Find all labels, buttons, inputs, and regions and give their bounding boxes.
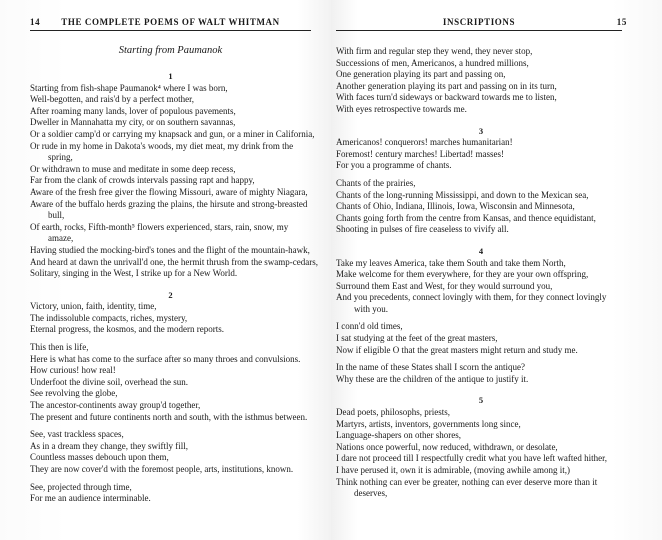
section-number: 3	[478, 125, 484, 136]
verse-line: Dead poets, philosophs, priests,	[336, 407, 450, 418]
verse-line: One generation playing its part and passing on,	[336, 69, 506, 80]
verse-line: Why these are the children of the antique to justify it.	[336, 373, 529, 384]
verse-line: Aware of the buffalo herds grazing the plains, the hirsute and strong-breasted	[30, 198, 308, 209]
page-number: 15	[616, 17, 627, 27]
verse-line: See, projected through time,	[30, 481, 132, 492]
verse-line: Of earth, rocks, Fifth-month⁵ flowers experienced, stars, rain, snow, my	[30, 221, 289, 232]
poem-title: Starting from Paumanok	[118, 45, 223, 56]
running-header	[336, 17, 627, 31]
verse-line: And heard at dawn the unrivall'd one, the hermit thrush from the swamp-cedars,	[30, 256, 319, 267]
verse-line: Chants of the long-running Mississippi, and down to the Mexican sea,	[336, 189, 589, 200]
verse-line: With eyes retrospective towards me.	[336, 103, 467, 114]
right-page	[331, 0, 662, 540]
verse-line: Well-begotten, and rais'd by a perfect mother,	[30, 94, 194, 105]
verse-line: See revolving the globe,	[30, 388, 118, 399]
verse-line: Here is what has come to the surface after so many throes and convulsions.	[30, 353, 301, 364]
stanza	[30, 429, 311, 475]
verse-line: Or rude in my home in Dakota's woods, my diet meat, my drink from the	[30, 140, 294, 151]
verse-line: The present and future continents north and south, with the isthmus between.	[30, 411, 308, 422]
stanza	[336, 178, 626, 236]
stanza	[336, 46, 626, 116]
verse-line: Another generation playing its part and passing on in its turn,	[336, 80, 557, 91]
section-number: 2	[168, 289, 173, 300]
verse-line: Having studied the mocking-bird's tones and the flight of the mountain-hawk,	[30, 244, 310, 255]
verse-line: Starting from fish-shape Paumanok⁴ where I was born,	[30, 82, 228, 93]
verse-line: Chants of Ohio, Indiana, Illinois, Iowa, Wisconsin and Minnesota,	[336, 201, 575, 212]
verse-line: With firm and regular step they wend, they never stop,	[336, 46, 533, 56]
verse-line: Far from the clank of crowds intervals passing rapt and happy,	[30, 175, 255, 186]
verse-line: As in a dream they change, they swiftly fill,	[30, 440, 188, 451]
verse-line: Underfoot the divine soil, overhead the sun.	[30, 376, 188, 387]
stanza	[30, 301, 311, 336]
page-number: 14	[30, 17, 41, 27]
poem-section	[30, 290, 311, 505]
verse-line: With faces turn'd sideways or backward towards me to listen,	[336, 92, 557, 103]
verse-line-continuation: amaze,	[48, 233, 74, 244]
verse-line: Now if eligible O that the great masters might return and study me.	[336, 344, 578, 355]
verse-line-continuation: spring,	[48, 152, 73, 163]
poem-body	[30, 71, 319, 505]
verse-line: Foremost! century marches! Libertad! masses!	[336, 148, 504, 159]
verse-line: Chants of the prairies,	[336, 177, 416, 188]
section-number: 1	[168, 71, 173, 81]
stanza	[336, 258, 626, 316]
verse-line: Surround them East and West, for they would surround you,	[336, 280, 553, 291]
verse-line: I dare not proceed till I respectfully credit what you have left wafted hither,	[336, 453, 608, 464]
verse-line-continuation: deserves,	[354, 488, 388, 499]
verse-line: This then is life,	[30, 342, 89, 353]
poem-section	[336, 126, 626, 236]
verse-line: For me an audience interminable.	[30, 493, 151, 504]
poem-section	[336, 246, 626, 386]
poem-body	[336, 46, 626, 500]
verse-line: I conn'd old times,	[336, 321, 403, 332]
verse-line: I have perused it, own it is admirable, (moving awhile among it,)	[336, 465, 570, 475]
verse-line: Take my leaves America, take them South and take them North,	[336, 257, 566, 268]
stanza	[336, 137, 626, 172]
verse-line: Make welcome for them everywhere, for they are your own offspring,	[336, 269, 589, 280]
verse-line: See, vast trackless spaces,	[30, 429, 124, 440]
poem-section	[336, 46, 626, 116]
verse-line: Chants going forth from the centre from Kansas, and thence equidistant,	[336, 212, 596, 223]
verse-line: Aware of the fresh free giver the flowing Missouri, aware of mighty Niagara,	[30, 186, 308, 197]
stanza	[30, 82, 319, 280]
verse-line: Language-shapers on other shores,	[336, 430, 461, 441]
verse-line-continuation: with you.	[354, 303, 389, 314]
verse-line: The ancestor-continents away group'd together,	[30, 400, 201, 411]
verse-line: Successions of men, Americanos, a hundred millions,	[336, 57, 529, 68]
verse-line: Victory, union, faith, identity, time,	[30, 301, 157, 312]
stanza	[30, 482, 311, 505]
verse-line: I sat studying at the feet of the great masters,	[336, 333, 498, 344]
section-number: 4	[478, 245, 484, 256]
verse-line: The indissoluble compacts, riches, mystery,	[30, 312, 188, 323]
verse-line: Countless masses debouch upon them,	[30, 452, 169, 463]
poem-section	[336, 395, 626, 499]
verse-line: How curious! how real!	[30, 365, 116, 376]
stanza	[336, 321, 626, 356]
verse-line: Martyrs, artists, inventors, governments long since,	[336, 418, 521, 429]
verse-line: Americanos! conquerors! marches humanitarian!	[336, 137, 513, 148]
stanza	[336, 362, 626, 385]
running-header	[30, 17, 311, 31]
verse-line: And you precedents, connect lovingly with them, for they connect lovingly	[336, 292, 607, 303]
verse-line: They are now cover'd with the foremost people, arts, institutions, known.	[30, 464, 294, 474]
verse-line-continuation: bull,	[48, 210, 65, 221]
verse-line: Think nothing can ever be greater, nothing can ever deserve more than it	[336, 476, 598, 487]
verse-line: Solitary, singing in the West, I strike up for a New World.	[30, 268, 238, 279]
verse-line: In the name of these States shall I scorn the antique?	[336, 362, 525, 373]
running-head: THE COMPLETE POEMS OF WALT WHITMAN	[61, 17, 280, 27]
stanza	[30, 342, 311, 423]
verse-line: Shooting in pulses of fire ceaseless to vivify all.	[336, 224, 509, 235]
verse-line: Or a soldier camp'd or carrying my knapsack and gun, or a miner in California,	[30, 128, 315, 139]
verse-line: After roaming many lands, lover of populous pavements,	[30, 105, 236, 116]
verse-line: Eternal progress, the kosmos, and the modern reports.	[30, 324, 224, 335]
verse-line: Or withdrawn to muse and meditate in some deep recess,	[30, 163, 236, 174]
verse-line: Nations once powerful, now reduced, withdrawn, or desolate,	[336, 441, 558, 452]
verse-line: Dweller in Mannahatta my city, or on southern savannas,	[30, 117, 236, 128]
poem-section	[30, 71, 319, 280]
stanza	[336, 407, 626, 500]
running-head: INSCRIPTIONS	[442, 17, 516, 27]
section-number: 5	[478, 395, 484, 406]
verse-line: For you a programme of chants.	[336, 160, 452, 171]
